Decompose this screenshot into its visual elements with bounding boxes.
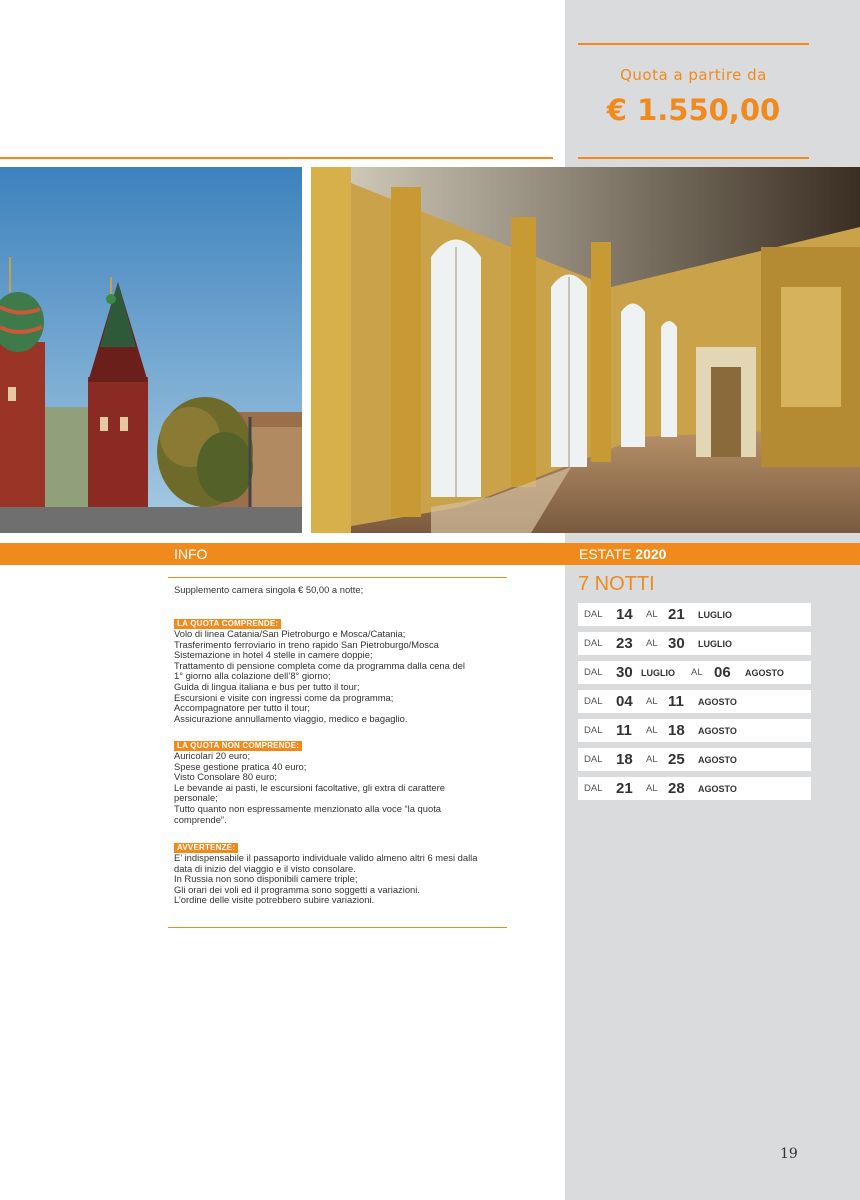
to-day: 06 xyxy=(714,664,731,681)
moscow-cathedral-photo xyxy=(0,167,302,533)
list-item: Volo di linea Catania/San Pietroburgo e Mosca/Catania; xyxy=(174,628,406,639)
to-day: 18 xyxy=(668,722,685,739)
includes-tag: LA QUOTA COMPRENDE: xyxy=(174,619,281,629)
dal-label: DAL xyxy=(584,783,603,794)
to-month: AGOSTO xyxy=(745,668,784,678)
header-divider xyxy=(0,157,553,159)
from-day: 18 xyxy=(616,751,633,768)
to-month: AGOSTO xyxy=(698,755,737,765)
list-item: In Russia non sono disponibili camere triple; xyxy=(174,873,358,885)
al-label: AL xyxy=(646,638,658,649)
from-day: 04 xyxy=(616,693,633,710)
list-item: Le bevande ai pasti, le escursioni facoltative, gli extra di carattere xyxy=(174,781,445,793)
date-row xyxy=(578,603,811,626)
date-row xyxy=(578,661,811,684)
includes-section xyxy=(174,618,519,724)
list-item: Trasferimento ferroviario in treno rapido San Pietroburgo/Mosca xyxy=(174,638,439,650)
al-label: AL xyxy=(646,725,658,736)
list-item: Auricolari 20 euro; xyxy=(174,750,251,761)
date-row xyxy=(578,748,811,771)
list-item: comprende”. xyxy=(174,813,227,825)
al-label: AL xyxy=(646,609,658,620)
to-month: LUGLIO xyxy=(698,610,732,620)
dal-label: DAL xyxy=(584,638,603,649)
list-item: personale; xyxy=(174,792,218,804)
season-label: ESTATE xyxy=(579,546,632,562)
season-year: 2020 xyxy=(635,546,667,562)
warnings-list xyxy=(174,853,519,906)
al-label: AL xyxy=(691,667,703,678)
info-bottom-divider xyxy=(168,927,507,928)
al-label: AL xyxy=(646,696,658,707)
warnings-section xyxy=(174,842,519,906)
price-bottom-divider xyxy=(578,157,809,159)
golden-hall-photo xyxy=(311,167,860,533)
from-day: 21 xyxy=(616,780,633,797)
al-label: AL xyxy=(646,783,658,794)
excludes-list xyxy=(174,751,519,825)
dal-label: DAL xyxy=(584,609,603,620)
list-item: Tutto quanto non espressamente menzionato alla voce “la quota xyxy=(174,802,442,814)
dal-label: DAL xyxy=(584,696,603,707)
excludes-section xyxy=(174,740,519,825)
list-item: Escursioni e visite con ingressi come da programma; xyxy=(174,691,394,703)
list-item: Spese gestione pratica 40 euro; xyxy=(174,760,307,772)
to-month: AGOSTO xyxy=(698,697,737,707)
to-day: 25 xyxy=(668,751,685,768)
from-day: 23 xyxy=(616,635,633,652)
price-value: € 1.550,00 xyxy=(606,93,781,127)
date-row xyxy=(578,690,811,713)
list-item: Trattamento di pensione completa come da programma dalla cena del xyxy=(174,659,465,671)
list-item: Gli orari dei voli ed il programma sono soggetti a variazioni. xyxy=(174,883,420,895)
nights-heading: 7 NOTTI xyxy=(578,573,655,595)
list-item: Guida di lingua italiana e bus per tutto il tour; xyxy=(174,680,360,692)
warnings-tag: AVVERTENZE: xyxy=(174,843,238,853)
to-day: 11 xyxy=(668,693,684,710)
info-top-divider xyxy=(168,577,507,578)
from-day: 11 xyxy=(616,722,632,739)
to-day: 30 xyxy=(668,635,685,652)
list-item: Assicurazione annullamento viaggio, medico e bagaglio. xyxy=(174,712,408,724)
list-item: Sistemazione in hotel 4 stelle in camere doppie; xyxy=(174,649,373,661)
to-month: AGOSTO xyxy=(698,726,737,736)
price-label: Quota a partire da xyxy=(620,66,767,84)
list-item: E’ indispensabile il passaporto individuale valido almeno altri 6 mesi dalla xyxy=(174,852,478,863)
list-item: Visto Consolare 80 euro; xyxy=(174,771,278,783)
date-row xyxy=(578,719,811,742)
to-day: 28 xyxy=(668,780,685,797)
info-heading: INFO xyxy=(174,546,208,562)
from-day: 30 xyxy=(616,664,633,681)
to-month: AGOSTO xyxy=(698,784,737,794)
to-month: LUGLIO xyxy=(698,639,732,649)
season-heading xyxy=(579,546,666,562)
date-row xyxy=(578,777,811,800)
list-item: L’ordine delle visite potrebbero subire variazioni. xyxy=(174,894,375,906)
from-month: LUGLIO xyxy=(641,668,675,678)
dal-label: DAL xyxy=(584,725,603,736)
dal-label: DAL xyxy=(584,754,603,765)
supplement-text: Supplemento camera singola € 50,00 a notte; xyxy=(174,584,364,595)
page-number: 19 xyxy=(780,1146,798,1162)
includes-list xyxy=(174,629,519,724)
list-item: 1° giorno alla colazione dell’8° giorno; xyxy=(174,670,331,682)
from-day: 14 xyxy=(616,606,633,623)
list-item: Accompagnatore per tutto il tour; xyxy=(174,702,311,714)
excludes-tag: LA QUOTA NON COMPRENDE: xyxy=(174,741,302,751)
al-label: AL xyxy=(646,754,658,765)
info-bar xyxy=(0,543,860,565)
list-item: data di inizio del viaggio e il visto consolare. xyxy=(174,862,356,874)
price-top-divider xyxy=(578,43,809,45)
date-row xyxy=(578,632,811,655)
dal-label: DAL xyxy=(584,667,603,678)
to-day: 21 xyxy=(668,606,685,623)
